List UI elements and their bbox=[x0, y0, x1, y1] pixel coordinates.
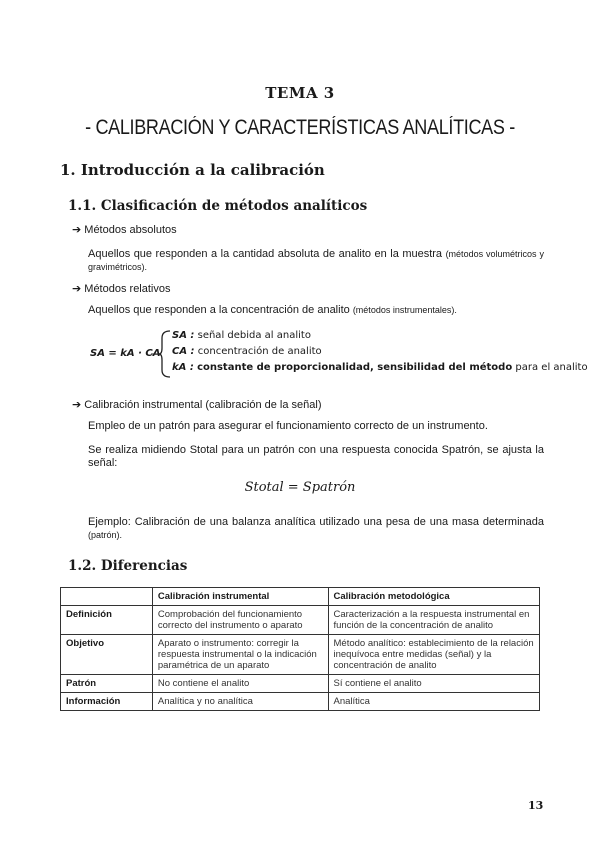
paragraph-text: Ejemplo: Calibración de una balanza analítica utilizado una pesa de una masa determinada bbox=[88, 516, 544, 528]
paragraph-instrumental-example bbox=[88, 516, 544, 542]
formula-line-3 bbox=[172, 362, 588, 373]
paragraph-note: (métodos volumétricos y gravimétricos). bbox=[88, 249, 544, 272]
bullet-label: Calibración instrumental (calibración de la señal) bbox=[84, 399, 322, 411]
page-title: - CALIBRACIÓN Y CARACTERÍSTICAS ANALÍTICAS - bbox=[85, 116, 515, 139]
formula-lhs: SA = kA · CA bbox=[90, 348, 161, 359]
formula-text: señal debida al analito bbox=[197, 330, 311, 341]
page-number: 13 bbox=[528, 799, 544, 812]
section-heading-1-1: 1.1. Clasificación de métodos analíticos bbox=[68, 198, 368, 214]
paragraph-absolute-methods bbox=[88, 248, 544, 274]
curly-brace-icon bbox=[150, 328, 172, 380]
table-cell: Método analítico: establecimiento de la relación inequívoca entre medidas (señal) y la concentración de analito bbox=[328, 635, 540, 675]
table-row-header: Objetivo bbox=[61, 635, 153, 675]
table-row bbox=[61, 606, 540, 635]
formula-symbol: CA : bbox=[172, 346, 195, 357]
table-cell: Caracterización a la respuesta instrumental en función de la concentración de analito bbox=[328, 606, 540, 635]
bullet-label: Métodos relativos bbox=[84, 283, 171, 295]
table-cell: Sí contiene el analito bbox=[328, 675, 540, 693]
formula-text: para el analito bbox=[515, 362, 588, 373]
paragraph-instrumental-1: Empleo de un patrón para asegurar el funcionamiento correcto de un instrumento. bbox=[88, 420, 488, 432]
formula-symbol: kA : bbox=[172, 362, 194, 373]
table-header-cell: Calibración metodológica bbox=[328, 588, 540, 606]
formula-line-2 bbox=[172, 346, 322, 357]
section-heading-1: 1. Introducción a la calibración bbox=[60, 161, 325, 179]
formula-text: concentración de analito bbox=[197, 346, 322, 357]
table-cell: Analítica bbox=[328, 693, 540, 711]
paragraph-note: (métodos instrumentales). bbox=[352, 305, 457, 315]
arrow-right-icon: ➔ bbox=[72, 399, 82, 411]
arrow-right-icon: ➔ bbox=[72, 283, 82, 295]
table-row-header: Información bbox=[61, 693, 153, 711]
differences-table bbox=[60, 587, 540, 711]
table-row bbox=[61, 635, 540, 675]
formula-block bbox=[90, 328, 588, 380]
chapter-label: TEMA 3 bbox=[265, 84, 335, 102]
formula-symbol: SA : bbox=[172, 330, 195, 341]
section-heading-1-2: 1.2. Diferencias bbox=[68, 558, 188, 574]
table-cell: Analítica y no analítica bbox=[152, 693, 328, 711]
paragraph-note: (patrón). bbox=[88, 530, 123, 540]
bullet-instrumental-calibration bbox=[72, 398, 322, 411]
table-row-header: Patrón bbox=[61, 675, 153, 693]
bullet-relative-methods bbox=[72, 282, 171, 295]
bullet-absolute-methods bbox=[72, 223, 177, 236]
bullet-label: Métodos absolutos bbox=[84, 224, 177, 236]
paragraph-text: Aquellos que responden a la concentración de analito bbox=[88, 304, 350, 316]
table-header-row bbox=[61, 588, 540, 606]
paragraph-instrumental-2: Se realiza midiendo Stotal para un patrón con una respuesta conocida Spatrón, se ajusta la señal: bbox=[88, 444, 544, 469]
table-cell: No contiene el analito bbox=[152, 675, 328, 693]
table-cell bbox=[61, 588, 153, 606]
paragraph-text: Aquellos que responden a la cantidad absoluta de analito en la muestra bbox=[88, 248, 443, 260]
formula-line-1 bbox=[172, 330, 311, 341]
equation-total-patron: Stotal = Spatrón bbox=[244, 480, 356, 495]
table-row-header: Definición bbox=[61, 606, 153, 635]
table-row bbox=[61, 675, 540, 693]
paragraph-relative-methods bbox=[88, 304, 544, 317]
arrow-right-icon: ➔ bbox=[72, 224, 82, 236]
table-cell: Comprobación del funcionamiento correcto del instrumento o aparato bbox=[152, 606, 328, 635]
table-header-cell: Calibración instrumental bbox=[152, 588, 328, 606]
formula-bold-text: constante de proporcionalidad, sensibilidad del método bbox=[197, 362, 513, 373]
table-row bbox=[61, 693, 540, 711]
table-cell: Aparato o instrumento: corregir la respuesta instrumental o la indicación paramétrica de un aparato bbox=[152, 635, 328, 675]
